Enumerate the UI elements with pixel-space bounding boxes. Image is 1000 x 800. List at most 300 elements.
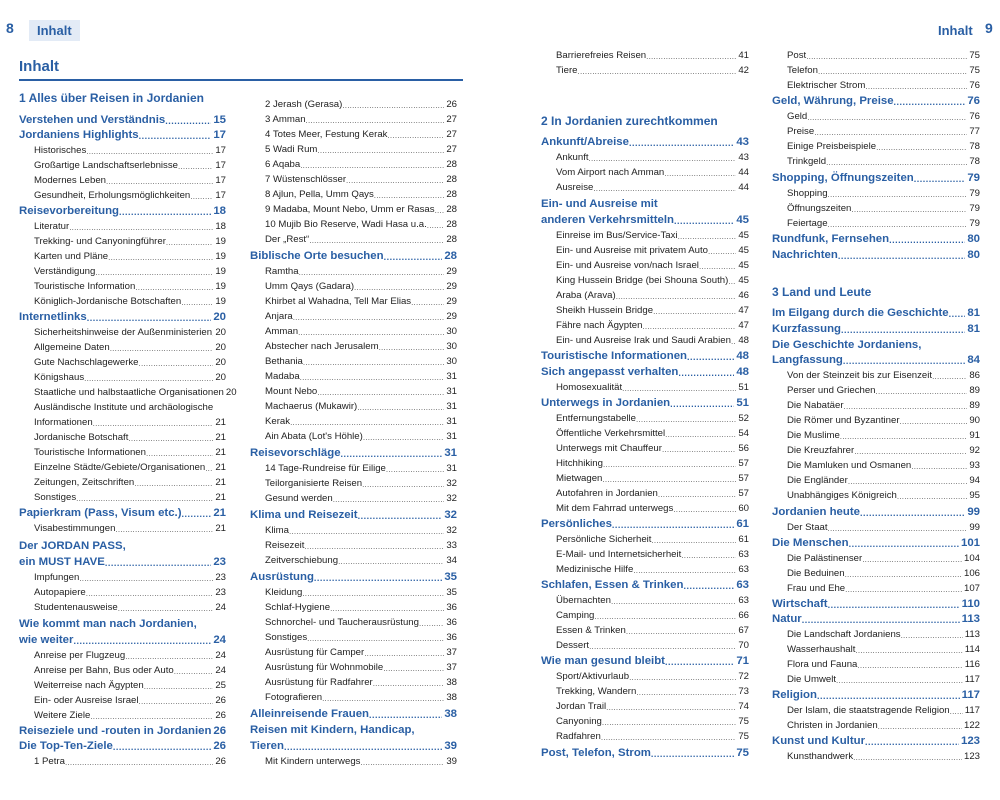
toc-sub-entry[interactable] bbox=[541, 439, 749, 454]
toc-main-entry[interactable] bbox=[772, 732, 980, 747]
toc-entry-title: 14 Tage-Rundreise für Eilige bbox=[265, 463, 386, 474]
dot-leader bbox=[118, 604, 214, 613]
toc-sub-entry[interactable] bbox=[250, 583, 457, 598]
toc-sub-entry[interactable] bbox=[250, 95, 457, 110]
toc-main-entry[interactable] bbox=[250, 568, 457, 583]
toc-entry-title: Wasserhaushalt bbox=[787, 644, 856, 655]
toc-main-entry[interactable] bbox=[19, 553, 226, 568]
toc-page-number: 48 bbox=[738, 335, 749, 346]
toc-entry-title: Klima bbox=[265, 525, 289, 536]
toc-page-number: 21 bbox=[213, 507, 226, 519]
toc-sub-entry[interactable] bbox=[541, 61, 749, 76]
toc-page-number: 72 bbox=[738, 671, 749, 682]
dot-leader bbox=[86, 147, 213, 156]
toc-main-entry[interactable] bbox=[19, 126, 226, 141]
toc-sub-entry[interactable] bbox=[19, 676, 226, 691]
dot-leader bbox=[190, 192, 213, 201]
toc-sub-entry[interactable] bbox=[250, 200, 457, 215]
toc-main-entry[interactable] bbox=[772, 320, 980, 335]
toc-page-number: 36 bbox=[446, 617, 457, 628]
toc-sub-entry[interactable] bbox=[772, 184, 980, 199]
dot-leader bbox=[181, 298, 213, 307]
toc-sub-entry[interactable] bbox=[772, 670, 980, 685]
toc-page-number: 63 bbox=[738, 549, 749, 560]
toc-entry-title: Im Eilgang durch die Geschichte bbox=[772, 307, 949, 319]
toc-sub-entry[interactable] bbox=[250, 215, 457, 230]
toc-sub-entry[interactable] bbox=[250, 412, 457, 427]
toc-entry-title: Sich angepasst verhalten bbox=[541, 366, 679, 378]
toc-page-number: 21 bbox=[215, 477, 226, 488]
toc-sub-entry[interactable] bbox=[19, 413, 226, 428]
toc-page-number: 75 bbox=[736, 747, 749, 759]
toc-sub-entry[interactable] bbox=[250, 427, 457, 442]
toc-entry-title: Der JORDAN PASS, bbox=[19, 540, 126, 552]
toc-sub-entry[interactable] bbox=[250, 643, 457, 658]
toc-sub-entry[interactable] bbox=[19, 353, 226, 368]
toc-sub-entry[interactable] bbox=[19, 277, 226, 292]
toc-sub-entry[interactable] bbox=[541, 469, 749, 484]
toc-main-entry[interactable] bbox=[250, 737, 457, 752]
toc-sub-entry[interactable] bbox=[19, 691, 226, 706]
toc-entry-title: Königshaus bbox=[34, 372, 85, 383]
toc-entry-title: Autofahren in Jordanien bbox=[556, 488, 658, 499]
toc-sub-entry[interactable] bbox=[541, 484, 749, 499]
toc-page-number: 29 bbox=[446, 311, 457, 322]
toc-page-number: 45 bbox=[738, 260, 749, 271]
toc-main-entry[interactable] bbox=[541, 211, 749, 226]
toc-page-number: 17 bbox=[215, 160, 226, 171]
toc-sub-entry[interactable] bbox=[250, 170, 457, 185]
toc-page-number: 117 bbox=[961, 689, 980, 701]
toc-sub-entry[interactable] bbox=[250, 155, 457, 170]
toc-sub-entry[interactable] bbox=[541, 271, 749, 286]
toc-sub-entry[interactable] bbox=[541, 378, 749, 393]
toc-main-entry[interactable] bbox=[772, 304, 980, 319]
toc-main-entry[interactable] bbox=[772, 610, 980, 625]
toc-sub-entry[interactable] bbox=[19, 583, 226, 598]
toc-main-entry[interactable] bbox=[541, 195, 749, 210]
toc-sub-entry[interactable] bbox=[772, 640, 980, 655]
toc-entry-title: Machaerus (Mukawir) bbox=[265, 401, 358, 412]
toc-page-number: 23 bbox=[215, 587, 226, 598]
toc-sub-entry[interactable] bbox=[19, 368, 226, 383]
toc-sub-entry[interactable] bbox=[19, 598, 226, 613]
dot-leader bbox=[911, 462, 967, 471]
toc-main-entry[interactable] bbox=[19, 737, 226, 752]
toc-sub-entry[interactable] bbox=[250, 185, 457, 200]
toc-section-heading[interactable] bbox=[772, 284, 980, 299]
toc-sub-entry[interactable] bbox=[250, 262, 457, 277]
toc-sub-entry[interactable] bbox=[541, 621, 749, 636]
toc-sub-entry[interactable] bbox=[19, 171, 226, 186]
dot-leader bbox=[845, 570, 962, 579]
toc-sub-entry[interactable] bbox=[772, 456, 980, 471]
toc-main-entry[interactable] bbox=[19, 202, 226, 217]
toc-sub-entry[interactable] bbox=[19, 323, 226, 338]
toc-main-entry[interactable] bbox=[772, 686, 980, 701]
toc-page-number: 47 bbox=[738, 305, 749, 316]
toc-entry-title: Karten und Pläne bbox=[34, 251, 109, 262]
dot-leader bbox=[862, 555, 962, 564]
toc-sub-entry[interactable] bbox=[772, 137, 980, 152]
toc-sub-entry[interactable] bbox=[772, 747, 980, 762]
toc-entry-title: Sicherheitshinweise der Außenministerien bbox=[34, 327, 213, 338]
toc-page-number: 36 bbox=[446, 632, 457, 643]
toc-sub-entry[interactable] bbox=[541, 178, 749, 193]
toc-sub-entry[interactable] bbox=[250, 658, 457, 673]
dot-leader bbox=[674, 216, 734, 226]
toc-sub-entry[interactable] bbox=[772, 76, 980, 91]
toc-sub-entry[interactable] bbox=[541, 424, 749, 439]
toc-page-number: 122 bbox=[963, 720, 980, 731]
toc-sub-entry[interactable] bbox=[541, 46, 749, 61]
toc-sub-entry[interactable] bbox=[541, 241, 749, 256]
dot-leader bbox=[894, 97, 966, 107]
dot-leader bbox=[427, 221, 445, 230]
toc-page-number: 38 bbox=[446, 677, 457, 688]
toc-sub-entry[interactable] bbox=[541, 606, 749, 621]
toc-main-entry[interactable] bbox=[772, 503, 980, 518]
toc-section-heading[interactable] bbox=[541, 113, 749, 128]
toc-entry-title: Unterwegs in Jordanien bbox=[541, 397, 671, 409]
toc-main-entry[interactable] bbox=[541, 515, 749, 530]
toc-sub-entry[interactable] bbox=[250, 536, 457, 551]
toc-page-number: 23 bbox=[215, 572, 226, 583]
toc-page-number: 35 bbox=[446, 587, 457, 598]
dot-leader bbox=[362, 480, 444, 489]
toc-entry-title: Alleinreisende Frauen bbox=[250, 708, 370, 720]
toc-sub-entry[interactable] bbox=[250, 352, 457, 367]
toc-sub-entry[interactable] bbox=[19, 443, 226, 458]
toc-sub-entry[interactable] bbox=[772, 716, 980, 731]
toc-sub-entry[interactable] bbox=[541, 591, 749, 606]
dot-leader bbox=[314, 573, 442, 583]
toc-sub-entry[interactable] bbox=[772, 625, 980, 640]
toc-sub-entry[interactable] bbox=[541, 409, 749, 424]
dot-leader bbox=[593, 184, 736, 193]
toc-page-number: 56 bbox=[738, 443, 749, 454]
toc-sub-entry[interactable] bbox=[541, 148, 749, 163]
toc-page-number: 31 bbox=[446, 416, 457, 427]
toc-sub-entry[interactable] bbox=[19, 247, 226, 262]
toc-sub-entry[interactable] bbox=[541, 667, 749, 682]
toc-entry-title: Wirtschaft bbox=[772, 598, 828, 610]
toc-page-number: 28 bbox=[446, 189, 457, 200]
toc-main-entry[interactable] bbox=[19, 631, 226, 646]
toc-main-entry[interactable] bbox=[772, 92, 980, 107]
dot-leader bbox=[293, 313, 445, 322]
toc-sub-entry[interactable] bbox=[250, 459, 457, 474]
toc-sub-entry[interactable] bbox=[541, 256, 749, 271]
toc-section-heading[interactable] bbox=[19, 90, 226, 105]
toc-entry-title: Wie kommt man nach Jordanien, bbox=[19, 618, 197, 630]
dot-leader bbox=[626, 627, 736, 636]
toc-sub-entry[interactable] bbox=[19, 458, 226, 473]
toc-main-entry[interactable] bbox=[772, 169, 980, 184]
toc-entry-title: Trekking- und Canyoningführer bbox=[34, 236, 166, 247]
toc-main-entry[interactable] bbox=[19, 504, 226, 519]
toc-sub-entry[interactable] bbox=[250, 382, 457, 397]
dot-leader bbox=[840, 432, 968, 441]
toc-entry-title: Kleidung bbox=[265, 587, 303, 598]
toc-sub-entry[interactable] bbox=[772, 381, 980, 396]
toc-sub-entry[interactable] bbox=[19, 706, 226, 721]
toc-page-number: 26 bbox=[215, 756, 226, 767]
toc-sub-entry[interactable] bbox=[772, 107, 980, 122]
toc-sub-entry[interactable] bbox=[772, 426, 980, 441]
toc-entry-title: Klima und Reisezeit bbox=[250, 509, 358, 521]
toc-main-entry[interactable] bbox=[772, 534, 980, 549]
toc-sub-entry[interactable] bbox=[541, 545, 749, 560]
toc-sub-entry[interactable] bbox=[541, 697, 749, 712]
toc-sub-entry[interactable] bbox=[19, 156, 226, 171]
toc-sub-entry[interactable] bbox=[250, 752, 457, 767]
dot-leader bbox=[602, 475, 736, 484]
toc-entry-title: Preise bbox=[787, 126, 815, 137]
dot-leader bbox=[69, 223, 213, 232]
toc-sub-entry[interactable] bbox=[772, 122, 980, 137]
toc-sub-entry[interactable] bbox=[19, 262, 226, 277]
toc-main-entry[interactable] bbox=[19, 722, 226, 737]
dot-leader bbox=[435, 206, 445, 215]
toc-entry-title: Perser und Griechen bbox=[787, 385, 876, 396]
toc-sub-entry[interactable] bbox=[772, 61, 980, 76]
toc-sub-entry[interactable] bbox=[19, 488, 226, 503]
toc-main-entry[interactable] bbox=[250, 247, 457, 262]
dot-leader bbox=[653, 307, 736, 316]
toc-main-entry[interactable] bbox=[772, 246, 980, 261]
toc-sub-entry[interactable] bbox=[772, 486, 980, 501]
toc-sub-entry[interactable] bbox=[541, 286, 749, 301]
toc-sub-entry[interactable] bbox=[250, 140, 457, 155]
toc-sub-entry[interactable] bbox=[772, 564, 980, 579]
toc-page-number: 32 bbox=[446, 478, 457, 489]
dot-leader bbox=[322, 694, 444, 703]
toc-page-number: 78 bbox=[969, 141, 980, 152]
dot-leader bbox=[346, 176, 444, 185]
toc-entry-title: Reiseziele und -routen in Jordanien bbox=[19, 725, 212, 737]
dot-leader bbox=[594, 612, 736, 621]
toc-entry-title: Shopping bbox=[787, 188, 828, 199]
toc-sub-entry[interactable] bbox=[250, 125, 457, 140]
toc-sub-entry[interactable] bbox=[19, 398, 226, 413]
toc-sub-entry[interactable] bbox=[772, 152, 980, 167]
dot-leader bbox=[411, 298, 444, 307]
toc-page-number: 30 bbox=[446, 326, 457, 337]
toc-page-number: 45 bbox=[738, 245, 749, 256]
toc-page-number: 91 bbox=[969, 430, 980, 441]
toc-entry-title: Ausreise bbox=[556, 182, 594, 193]
toc-page-number: 67 bbox=[738, 625, 749, 636]
toc-sub-entry[interactable] bbox=[541, 530, 749, 545]
toc-entry-title: Informationen bbox=[34, 417, 93, 428]
toc-entry-title: Ausländische Institute und archäologische bbox=[34, 402, 214, 413]
toc-sub-entry[interactable] bbox=[772, 366, 980, 381]
toc-sub-entry[interactable] bbox=[250, 474, 457, 489]
toc-sub-entry[interactable] bbox=[250, 292, 457, 307]
toc-sub-entry[interactable] bbox=[772, 214, 980, 229]
toc-sub-entry[interactable] bbox=[19, 292, 226, 307]
toc-sub-entry[interactable] bbox=[250, 397, 457, 412]
toc-sub-entry[interactable] bbox=[250, 613, 457, 628]
toc-sub-entry[interactable] bbox=[250, 367, 457, 382]
toc-sub-entry[interactable] bbox=[19, 473, 226, 488]
toc-sub-entry[interactable] bbox=[772, 46, 980, 61]
toc-entry-title: Die Beduinen bbox=[787, 568, 845, 579]
toc-page-number: 71 bbox=[736, 655, 749, 667]
toc-sub-entry[interactable] bbox=[250, 322, 457, 337]
toc-page-number: 90 bbox=[969, 415, 980, 426]
toc-main-entry[interactable] bbox=[19, 308, 226, 323]
toc-sub-entry[interactable] bbox=[541, 331, 749, 346]
toc-sub-entry[interactable] bbox=[250, 277, 457, 292]
toc-sub-entry[interactable] bbox=[19, 661, 226, 676]
toc-entry-title: Gute Nachschlagewerke bbox=[34, 357, 139, 368]
toc-sub-entry[interactable] bbox=[541, 727, 749, 742]
toc-page-number: 43 bbox=[738, 152, 749, 163]
dot-leader bbox=[646, 52, 736, 61]
toc-sub-entry[interactable] bbox=[250, 673, 457, 688]
toc-page-number: 57 bbox=[738, 488, 749, 499]
toc-sub-entry[interactable] bbox=[250, 489, 457, 504]
toc-sub-entry[interactable] bbox=[772, 579, 980, 594]
toc-page-number: 38 bbox=[444, 708, 457, 720]
dot-leader bbox=[125, 652, 213, 661]
toc-main-entry[interactable] bbox=[250, 721, 457, 736]
toc-entry-title: Christen in Jordanien bbox=[787, 720, 878, 731]
toc-sub-entry[interactable] bbox=[541, 499, 749, 514]
toc-sub-entry[interactable] bbox=[19, 186, 226, 201]
dot-leader bbox=[373, 679, 445, 688]
toc-sub-entry[interactable] bbox=[19, 383, 237, 398]
toc-sub-entry[interactable] bbox=[541, 226, 749, 241]
toc-main-entry[interactable] bbox=[541, 394, 749, 409]
toc-page-number: 20 bbox=[215, 357, 226, 368]
dot-leader bbox=[889, 235, 965, 245]
toc-entry-title: Weitere Ziele bbox=[34, 710, 91, 721]
toc-main-entry[interactable] bbox=[541, 363, 749, 378]
toc-page-number: 73 bbox=[738, 686, 749, 697]
dot-leader bbox=[342, 101, 444, 110]
toc-page-number: 21 bbox=[215, 492, 226, 503]
toc-sub-entry[interactable] bbox=[19, 568, 226, 583]
toc-sub-entry[interactable] bbox=[772, 701, 980, 716]
toc-main-entry[interactable] bbox=[541, 652, 749, 667]
toc-page-number: 39 bbox=[446, 756, 457, 767]
toc-sub-entry[interactable] bbox=[19, 428, 226, 443]
toc-entry-title: Schlaf-Hygiene bbox=[265, 602, 331, 613]
toc-sub-entry[interactable] bbox=[541, 636, 749, 651]
toc-sub-entry[interactable] bbox=[541, 454, 749, 469]
toc-sub-entry[interactable] bbox=[772, 441, 980, 456]
toc-page-number: 99 bbox=[969, 522, 980, 533]
toc-sub-entry[interactable] bbox=[541, 682, 749, 697]
toc-sub-entry[interactable] bbox=[250, 598, 457, 613]
toc-title: Inhalt bbox=[19, 58, 59, 75]
toc-main-entry[interactable] bbox=[19, 615, 226, 630]
toc-page-number: 45 bbox=[738, 275, 749, 286]
toc-sub-entry[interactable] bbox=[541, 301, 749, 316]
toc-entry-title: Dessert bbox=[556, 640, 590, 651]
toc-sub-entry[interactable] bbox=[250, 110, 457, 125]
dot-leader bbox=[914, 174, 966, 184]
toc-entry-title: Die Nabatäer bbox=[787, 400, 844, 411]
dot-leader bbox=[836, 676, 963, 685]
toc-sub-entry[interactable] bbox=[772, 655, 980, 670]
toc-main-entry[interactable] bbox=[772, 595, 980, 610]
toc-main-entry[interactable] bbox=[541, 576, 749, 591]
toc-sub-entry[interactable] bbox=[541, 712, 749, 727]
toc-main-entry[interactable] bbox=[772, 351, 980, 366]
toc-page-number: 38 bbox=[446, 692, 457, 703]
toc-page-number: 19 bbox=[215, 296, 226, 307]
toc-page-number: 46 bbox=[738, 290, 749, 301]
dot-leader bbox=[144, 682, 214, 691]
toc-sub-entry[interactable] bbox=[250, 688, 457, 703]
toc-entry-title: Reisen mit Kindern, Handicap, bbox=[250, 724, 415, 736]
dot-leader bbox=[806, 52, 967, 61]
toc-entry-title: Internetlinks bbox=[19, 311, 87, 323]
toc-sub-entry[interactable] bbox=[772, 411, 980, 426]
toc-main-entry[interactable] bbox=[772, 336, 980, 351]
toc-sub-entry[interactable] bbox=[19, 141, 226, 156]
toc-page-number: 17 bbox=[215, 145, 226, 156]
toc-main-entry[interactable] bbox=[19, 111, 226, 126]
toc-sub-entry[interactable] bbox=[250, 521, 457, 536]
toc-entry-title: Fotografieren bbox=[265, 692, 323, 703]
toc-sub-entry[interactable] bbox=[541, 316, 749, 331]
toc-main-entry[interactable] bbox=[541, 133, 749, 148]
toc-sub-entry[interactable] bbox=[772, 549, 980, 564]
toc-sub-entry[interactable] bbox=[772, 199, 980, 214]
toc-sub-entry[interactable] bbox=[541, 560, 749, 575]
toc-page-number: 48 bbox=[736, 350, 749, 362]
left-running-header: Inhalt bbox=[29, 20, 80, 41]
toc-sub-entry[interactable] bbox=[19, 646, 226, 661]
dot-leader bbox=[651, 749, 734, 759]
toc-sub-entry[interactable] bbox=[19, 217, 226, 232]
dot-leader bbox=[950, 707, 963, 716]
toc-entry-title: Ein- und Ausreise mit bbox=[541, 198, 658, 210]
toc-sub-entry[interactable] bbox=[19, 752, 226, 767]
toc-sub-entry[interactable] bbox=[250, 307, 457, 322]
toc-entry-title: Radfahren bbox=[556, 731, 601, 742]
toc-sub-entry[interactable] bbox=[19, 338, 226, 353]
toc-main-entry[interactable] bbox=[541, 744, 749, 759]
toc-sub-entry[interactable] bbox=[250, 230, 457, 245]
toc-sub-entry[interactable] bbox=[541, 163, 749, 178]
toc-sub-entry[interactable] bbox=[772, 396, 980, 411]
toc-main-entry[interactable] bbox=[250, 444, 457, 459]
toc-main-entry[interactable] bbox=[772, 230, 980, 245]
toc-entry-title: 2 In Jordanien zurechtkommen bbox=[541, 114, 718, 128]
toc-main-entry[interactable] bbox=[19, 537, 226, 552]
toc-page-number: 21 bbox=[215, 417, 226, 428]
toc-sub-entry[interactable] bbox=[772, 471, 980, 486]
toc-sub-entry[interactable] bbox=[250, 551, 457, 566]
toc-sub-entry[interactable] bbox=[250, 628, 457, 643]
toc-sub-entry[interactable] bbox=[772, 518, 980, 533]
toc-sub-entry[interactable] bbox=[250, 337, 457, 352]
toc-main-entry[interactable] bbox=[541, 347, 749, 362]
toc-page-number: 79 bbox=[969, 218, 980, 229]
toc-entry-title: Jordan Trail bbox=[556, 701, 607, 712]
toc-main-entry[interactable] bbox=[250, 506, 457, 521]
toc-sub-entry[interactable] bbox=[19, 232, 226, 247]
toc-main-entry[interactable] bbox=[250, 705, 457, 720]
toc-page-number: 110 bbox=[961, 598, 980, 610]
toc-sub-entry[interactable] bbox=[19, 519, 226, 534]
